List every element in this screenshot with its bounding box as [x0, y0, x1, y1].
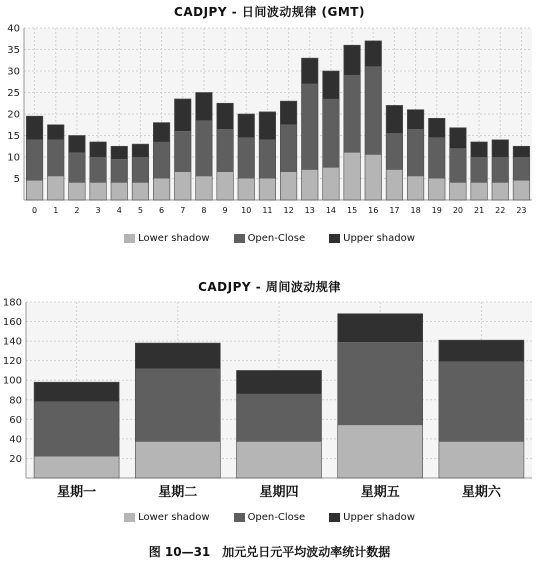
bar-upper-shadow [47, 125, 64, 140]
bar-open-close [386, 133, 403, 170]
x-tick-label: 10 [241, 206, 252, 215]
bar-lower-shadow [34, 456, 119, 478]
bar-lower-shadow [365, 155, 382, 200]
bar-upper-shadow [301, 58, 318, 84]
bar-lower-shadow [135, 442, 220, 478]
legend-swatch-upper-shadow [329, 234, 340, 243]
bar-lower-shadow [513, 181, 530, 200]
chart-title-weekly: CADJPY - 周间波动规律 [198, 280, 341, 294]
bar-open-close [301, 84, 318, 170]
bar-lower-shadow [132, 183, 149, 200]
bar-lower-shadow [450, 183, 467, 200]
legend-weekly [0, 512, 539, 523]
x-tick-label: 6 [159, 206, 165, 215]
y-tick-label: 25 [7, 88, 20, 99]
bar-open-close [344, 75, 361, 152]
bar-lower-shadow [196, 176, 213, 200]
bar-upper-shadow [471, 142, 488, 157]
bar-open-close [407, 129, 424, 176]
bar-open-close [26, 140, 43, 181]
bar-upper-shadow [407, 110, 424, 129]
legend-swatch-lower-shadow [124, 513, 135, 522]
bar-upper-shadow [236, 370, 321, 393]
bar-upper-shadow [513, 146, 530, 157]
y-tick-label: 35 [7, 45, 20, 56]
bar-open-close [238, 138, 255, 179]
x-tick-label: 22 [495, 206, 506, 215]
x-tick-label: 23 [516, 206, 527, 215]
x-tick-label: 20 [452, 206, 464, 215]
bar-open-close [153, 142, 170, 179]
bar-upper-shadow [196, 93, 213, 121]
bar-lower-shadow [407, 176, 424, 200]
x-tick-label: 19 [431, 206, 442, 215]
x-tick-label: 8 [201, 206, 207, 215]
bar-upper-shadow [174, 99, 191, 131]
x-tick-label: 星期五 [360, 485, 400, 500]
bar-upper-shadow [386, 105, 403, 133]
chart-title-daily: CADJPY - 日间波动规律 (GMT) [174, 5, 365, 19]
bar-open-close [471, 157, 488, 183]
y-tick-label: 160 [2, 317, 22, 329]
y-tick-label: 120 [2, 356, 22, 368]
y-tick-label: 140 [2, 336, 22, 348]
y-tick-label: 15 [7, 131, 20, 142]
daily-volatility-chart [0, 20, 539, 220]
bar-lower-shadow [323, 168, 340, 200]
bar-lower-shadow [90, 183, 107, 200]
x-tick-label: 14 [325, 206, 337, 215]
legend-item-upper-shadow [329, 512, 415, 523]
x-tick-label: 18 [410, 206, 421, 215]
x-tick-label: 21 [473, 206, 485, 215]
x-tick-label: 15 [346, 206, 358, 215]
y-tick-label: 40 [7, 23, 20, 35]
bar-lower-shadow [471, 183, 488, 200]
bar-upper-shadow [365, 41, 382, 67]
legend-label-upper-shadow: Upper shadow [343, 233, 415, 244]
bar-upper-shadow [26, 116, 43, 140]
bar-upper-shadow [428, 118, 445, 137]
y-tick-label: 5 [13, 174, 20, 185]
bar-upper-shadow [259, 112, 276, 140]
x-tick-label: 0 [32, 206, 38, 215]
bar-open-close [450, 148, 467, 182]
bar-upper-shadow [338, 314, 423, 342]
bar-upper-shadow [238, 114, 255, 138]
bar-open-close [132, 157, 149, 183]
legend-swatch-lower-shadow [124, 234, 135, 243]
weekly-volatility-chart [0, 296, 539, 506]
legend-item-lower-shadow [124, 233, 209, 244]
bar-open-close [280, 125, 297, 172]
x-tick-label: 星期四 [259, 485, 299, 500]
y-tick-label: 40 [9, 434, 22, 446]
bar-upper-shadow [132, 144, 149, 157]
y-tick-label: 20 [7, 109, 20, 121]
bar-lower-shadow [428, 179, 445, 201]
x-tick-label: 星期二 [158, 485, 198, 500]
legend-item-open-close [234, 233, 306, 244]
legend-daily [0, 233, 539, 244]
bar-upper-shadow [323, 71, 340, 99]
y-tick-label: 60 [9, 414, 22, 426]
bar-lower-shadow [26, 181, 43, 200]
legend-label-open-close: Open-Close [247, 233, 306, 244]
x-tick-label: 17 [389, 206, 400, 215]
x-tick-label: 1 [53, 206, 59, 215]
legend-label-lower-shadow: Lower shadow [138, 512, 210, 523]
x-tick-label: 16 [368, 206, 379, 215]
bar-upper-shadow [492, 140, 509, 157]
legend-label-lower-shadow: Lower shadow [138, 233, 210, 244]
bar-lower-shadow [344, 153, 361, 200]
x-tick-label: 星期一 [57, 485, 97, 500]
bar-open-close [196, 120, 213, 176]
bar-upper-shadow [135, 343, 220, 368]
x-tick-label: 5 [137, 206, 143, 215]
bar-open-close [47, 140, 64, 177]
bar-upper-shadow [111, 146, 128, 159]
x-tick-label: 4 [116, 206, 122, 215]
legend-label-upper-shadow: Upper shadow [343, 512, 415, 523]
bar-lower-shadow [153, 179, 170, 201]
bar-lower-shadow [386, 170, 403, 200]
bar-lower-shadow [238, 179, 255, 201]
legend-item-lower-shadow [124, 512, 209, 523]
bar-open-close [236, 394, 321, 442]
y-tick-label: 180 [2, 297, 22, 309]
y-tick-label: 100 [2, 375, 22, 387]
bar-lower-shadow [217, 172, 234, 200]
legend-swatch-open-close [234, 513, 245, 522]
bar-upper-shadow [344, 45, 361, 75]
bar-open-close [492, 157, 509, 183]
bar-upper-shadow [153, 123, 170, 142]
bar-lower-shadow [280, 172, 297, 200]
bar-upper-shadow [34, 382, 119, 402]
bar-open-close [90, 157, 107, 183]
bar-open-close [259, 140, 276, 179]
bar-upper-shadow [450, 128, 467, 149]
bar-upper-shadow [90, 142, 107, 157]
legend-item-upper-shadow [329, 233, 415, 244]
bar-upper-shadow [217, 103, 234, 129]
x-tick-label: 2 [74, 206, 80, 215]
figure-caption: 图 10—31 加元兑日元平均波动率统计数据 [148, 545, 391, 559]
bar-open-close [135, 368, 220, 441]
bar-open-close [217, 129, 234, 172]
bar-lower-shadow [69, 183, 86, 200]
bar-open-close [428, 138, 445, 179]
bar-lower-shadow [439, 442, 524, 478]
bar-upper-shadow [439, 340, 524, 362]
bar-open-close [323, 99, 340, 168]
x-tick-label: 13 [304, 206, 315, 215]
bar-lower-shadow [111, 183, 128, 200]
bar-open-close [69, 153, 86, 183]
bar-lower-shadow [259, 179, 276, 201]
legend-label-open-close: Open-Close [247, 512, 306, 523]
legend-swatch-open-close [234, 234, 245, 243]
bar-open-close [174, 131, 191, 172]
bar-lower-shadow [492, 183, 509, 200]
x-tick-label: 3 [95, 206, 101, 215]
x-tick-label: 星期六 [461, 485, 501, 500]
bar-open-close [365, 67, 382, 155]
y-tick-label: 80 [9, 395, 22, 407]
bar-open-close [111, 159, 128, 183]
bar-upper-shadow [69, 136, 86, 153]
bar-lower-shadow [174, 172, 191, 200]
bar-open-close [513, 157, 530, 181]
x-tick-label: 12 [283, 206, 294, 215]
bar-lower-shadow [236, 442, 321, 478]
x-tick-label: 11 [262, 206, 273, 215]
bar-upper-shadow [280, 101, 297, 125]
y-tick-label: 30 [7, 66, 20, 78]
bar-lower-shadow [47, 176, 64, 200]
x-tick-label: 9 [222, 206, 228, 215]
bar-open-close [34, 402, 119, 457]
bar-lower-shadow [301, 170, 318, 200]
bar-open-close [338, 342, 423, 425]
y-tick-label: 10 [7, 152, 20, 164]
legend-swatch-upper-shadow [329, 513, 340, 522]
bar-open-close [439, 362, 524, 442]
legend-item-open-close [234, 512, 306, 523]
bar-lower-shadow [338, 425, 423, 478]
x-tick-label: 7 [180, 206, 186, 215]
y-tick-label: 20 [9, 453, 22, 465]
